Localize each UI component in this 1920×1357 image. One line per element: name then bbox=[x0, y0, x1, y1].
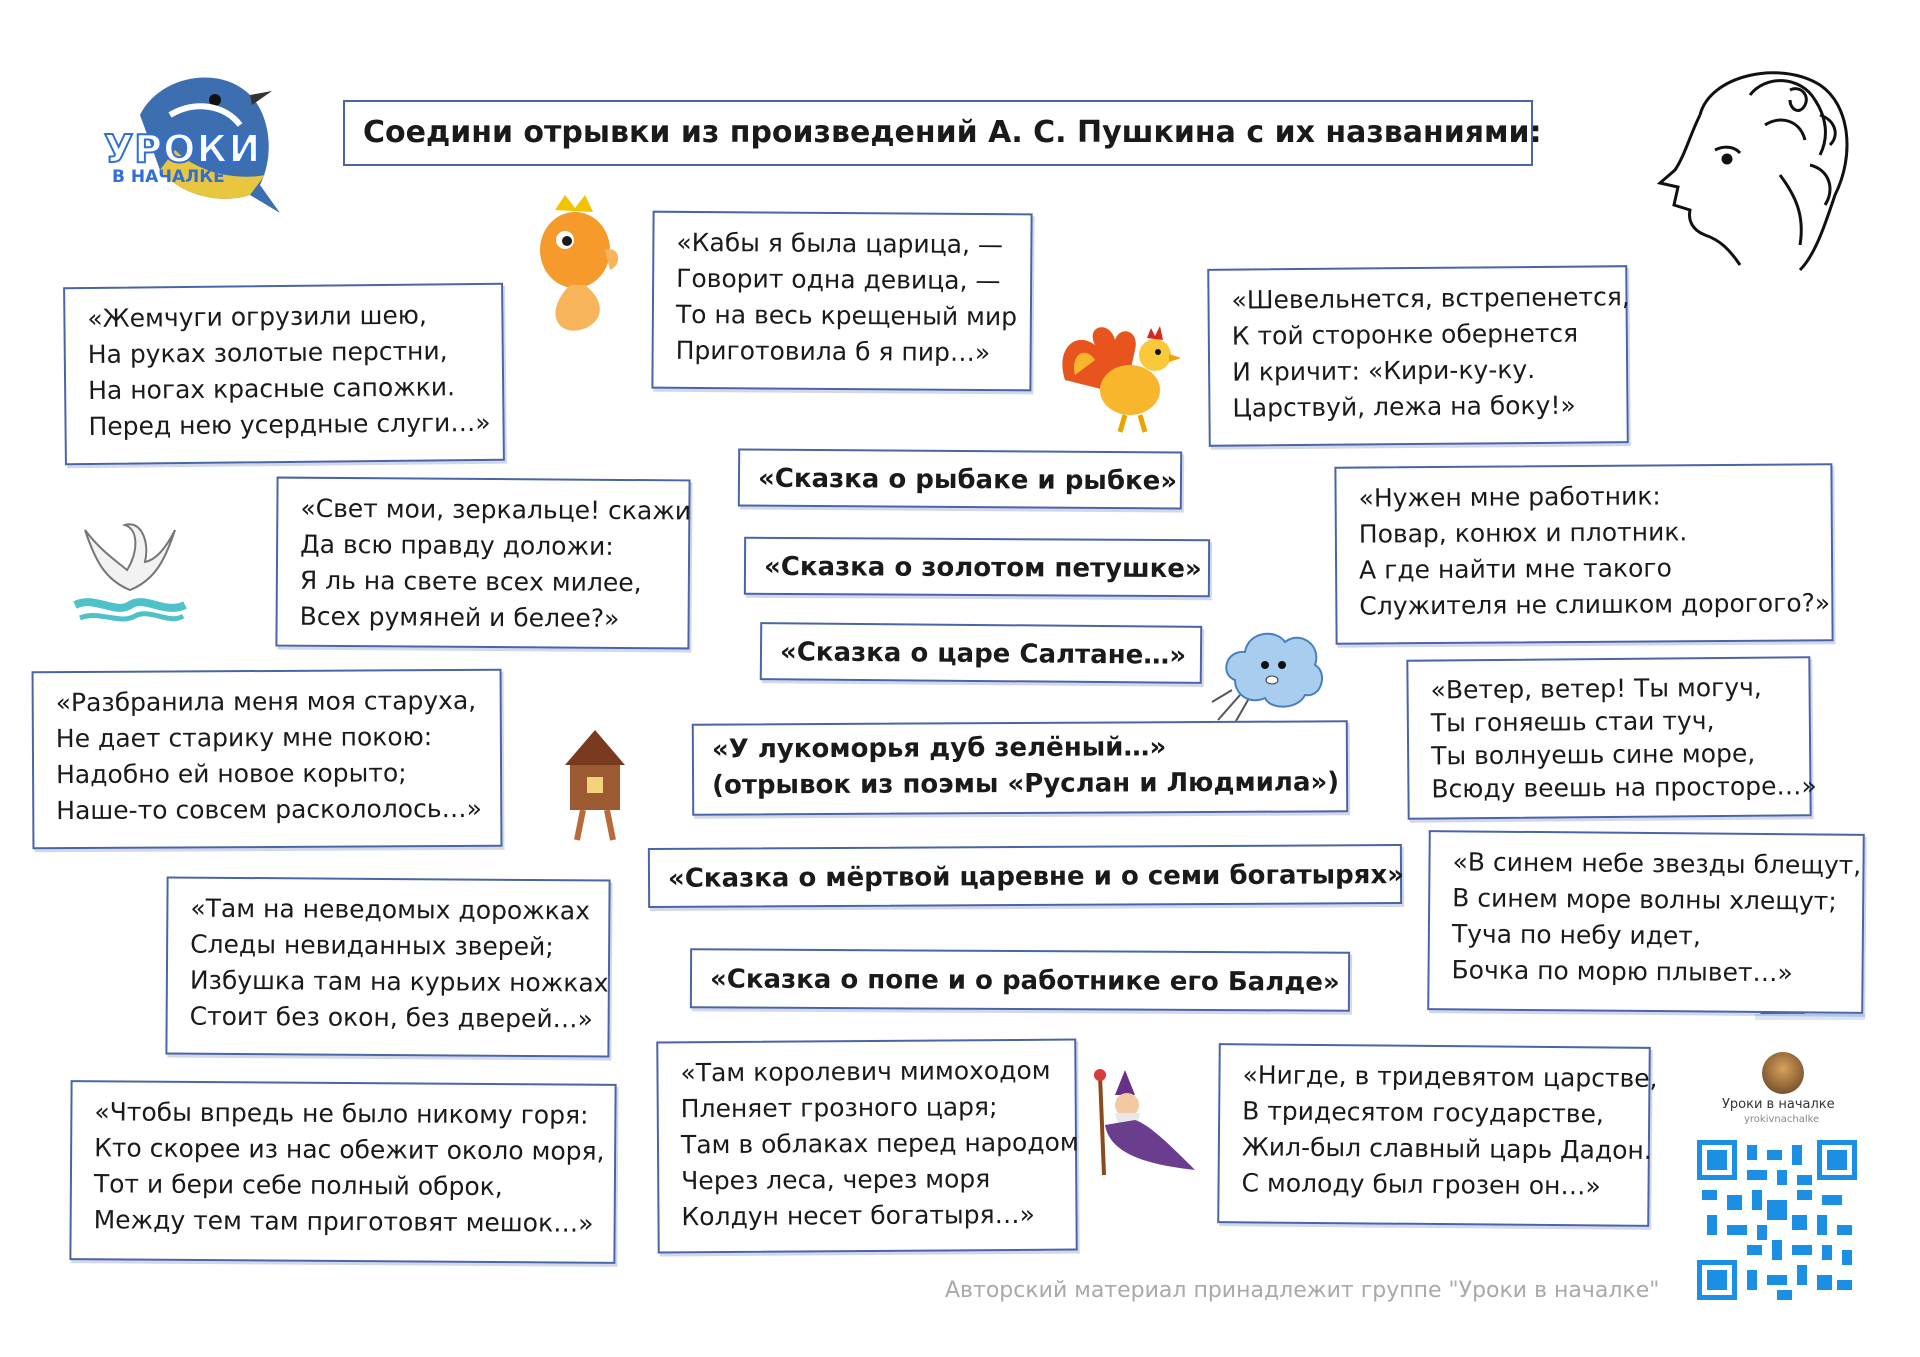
quote-line: Пленяет грозного царя; bbox=[680, 1092, 998, 1124]
quote-line: Стоит без окон, без дверей…» bbox=[189, 1001, 594, 1034]
quote-line: И кричит: «Кири-ку-ку. bbox=[1232, 354, 1536, 387]
quote-line: Царствуй, лежа на боку!» bbox=[1232, 390, 1576, 423]
quote-card[interactable] bbox=[32, 669, 503, 849]
quote-line: Колдун несет богатыря…» bbox=[681, 1199, 1036, 1232]
quote-line: Бочка по морю плывет…» bbox=[1451, 955, 1793, 988]
quote-line: Следы невиданных зверей; bbox=[190, 929, 554, 962]
group-name: Уроки в началке bbox=[1722, 1097, 1835, 1112]
quote-line: «Свет мои, зеркальце! скажи bbox=[300, 493, 692, 526]
logo-line1: УРОКИ bbox=[104, 127, 262, 171]
quote-line: Да всю правду доложи: bbox=[300, 529, 614, 561]
tale-title: «Сказка о царе Салтане…» bbox=[779, 637, 1187, 671]
quote-line: Избушка там на курьих ножках bbox=[189, 965, 609, 998]
quote-line: Приготовила б я пир…» bbox=[675, 335, 991, 368]
quote-line: Жил-был славный царь Дадон. bbox=[1241, 1132, 1652, 1165]
wind-cloud-icon bbox=[1210, 620, 1330, 730]
rooster-icon bbox=[1055, 320, 1185, 435]
quote-card[interactable] bbox=[651, 211, 1032, 392]
tale-title-card[interactable] bbox=[744, 537, 1210, 597]
tale-title: «Сказка о мёртвой царевне и о семи богатырях» bbox=[667, 860, 1405, 894]
tale-title-card[interactable] bbox=[690, 948, 1350, 1011]
quote-line: «Чтобы впредь не было никому горя: bbox=[94, 1097, 589, 1130]
quote-line: То на весь крещеный мир bbox=[675, 299, 1018, 332]
quote-line: Через леса, через моря bbox=[681, 1164, 991, 1196]
group-url: yrokivnachalke bbox=[1744, 1114, 1820, 1125]
tale-title-card[interactable] bbox=[760, 622, 1202, 684]
quote-card[interactable] bbox=[1427, 830, 1865, 1014]
quote-line: «Жемчуги огрузили шею, bbox=[87, 300, 427, 334]
quote-line: Говорит одна девица, — bbox=[676, 263, 1001, 296]
quote-card[interactable] bbox=[275, 477, 690, 650]
copyright-footer: Авторский материал принадлежит группе "Уроки в началке" bbox=[945, 1278, 1660, 1303]
quote-line: Перед нею усердные слуги…» bbox=[88, 407, 491, 442]
tale-title: «Сказка о рыбаке и рыбке» bbox=[757, 463, 1178, 497]
tale-title: «У лукоморья дуб зелёный…» bbox=[711, 732, 1167, 765]
quote-line: Повар, конюх и плотник. bbox=[1358, 517, 1688, 549]
logo-line2: В НАЧАЛКЕ bbox=[112, 167, 225, 187]
tale-title: «Сказка о золотом петушке» bbox=[763, 551, 1202, 585]
logo bbox=[100, 55, 290, 215]
quote-line: «Разбранила меня моя старуха, bbox=[55, 685, 477, 718]
tale-title: «Сказка о попе и о работнике его Балде» bbox=[709, 964, 1340, 998]
group-avatar bbox=[1762, 1052, 1804, 1094]
quote-line: Всюду веешь на просторе…» bbox=[1431, 771, 1817, 804]
page-title: Соедини отрывки из произведений А. С. Пушкина с их названиями: bbox=[343, 100, 1533, 166]
quote-line: Я ль на свете всех милее, bbox=[299, 565, 642, 598]
quote-card[interactable] bbox=[1406, 656, 1817, 820]
quote-card[interactable] bbox=[1207, 265, 1629, 447]
quote-line: Там в облаках перед народом bbox=[680, 1127, 1079, 1160]
quote-line: Кто скорее из нас обежит около моря, bbox=[94, 1133, 605, 1166]
pushkin-portrait-icon bbox=[1630, 55, 1860, 275]
quote-line: А где найти мне такого bbox=[1359, 553, 1672, 585]
quote-line: «Там на неведомых дорожках bbox=[190, 893, 591, 926]
quote-line: С молоду был грозен он…» bbox=[1241, 1168, 1601, 1201]
quote-line: Тот и бери себе полный оброк, bbox=[93, 1169, 503, 1202]
quote-line: «Шевельнется, встрепенется, bbox=[1231, 282, 1630, 315]
quote-line: Между тем там приготовят мешок…» bbox=[93, 1205, 594, 1238]
quote-card[interactable] bbox=[165, 876, 610, 1057]
sorcerer-icon bbox=[1090, 1065, 1200, 1175]
quote-line: «Нигде, в тридевятом царстве, bbox=[1242, 1060, 1658, 1093]
quote-line: Ты волнуешь сине море, bbox=[1431, 738, 1756, 771]
qr-code-icon bbox=[1697, 1140, 1857, 1300]
quote-line: Всех румяней и белее?» bbox=[299, 601, 620, 633]
quote-line: «Там королевич мимоходом bbox=[680, 1055, 1051, 1088]
quote-line: Не дает старику мне покою: bbox=[55, 722, 433, 754]
quote-line: «В синем небе звезды блещут, bbox=[1452, 847, 1862, 880]
quote-card[interactable] bbox=[1217, 1043, 1658, 1227]
goldfish-icon bbox=[525, 190, 625, 340]
hut-icon bbox=[555, 725, 635, 845]
quote-line: Туча по небу идет, bbox=[1451, 919, 1702, 951]
swan-icon bbox=[65, 500, 195, 630]
quote-card[interactable] bbox=[69, 1080, 616, 1264]
quote-line: На ногах красные сапожки. bbox=[88, 372, 456, 406]
quote-line: Надобно ей новое корыто; bbox=[56, 758, 407, 790]
tale-title-card[interactable] bbox=[692, 720, 1348, 815]
quote-line: Служителя не слишком дорогого?» bbox=[1359, 588, 1831, 621]
quote-line: Ты гоняешь стаи туч, bbox=[1430, 706, 1715, 738]
quote-line: «Кабы я была царица, — bbox=[676, 227, 1004, 260]
tale-title-card[interactable] bbox=[738, 448, 1182, 509]
quote-card[interactable] bbox=[1334, 463, 1833, 644]
quote-line: «Ветер, ветер! Ты могуч, bbox=[1430, 672, 1762, 705]
quote-line: В синем море волны хлещут; bbox=[1452, 883, 1837, 916]
quote-line: «Нужен мне работник: bbox=[1358, 481, 1661, 513]
quote-line: Наше-то совсем раскололось…» bbox=[56, 793, 482, 826]
quote-card[interactable] bbox=[63, 283, 505, 466]
quote-line: На руках золотые перстни, bbox=[87, 336, 448, 370]
tale-title-note: (отрывок из поэмы «Руслан и Людмила») bbox=[712, 767, 1340, 801]
quote-line: К той сторонке обернется bbox=[1231, 318, 1579, 351]
tale-title-card[interactable] bbox=[648, 844, 1405, 908]
quote-card[interactable] bbox=[656, 1039, 1077, 1254]
quote-line: В тридесятом государстве, bbox=[1242, 1096, 1605, 1129]
